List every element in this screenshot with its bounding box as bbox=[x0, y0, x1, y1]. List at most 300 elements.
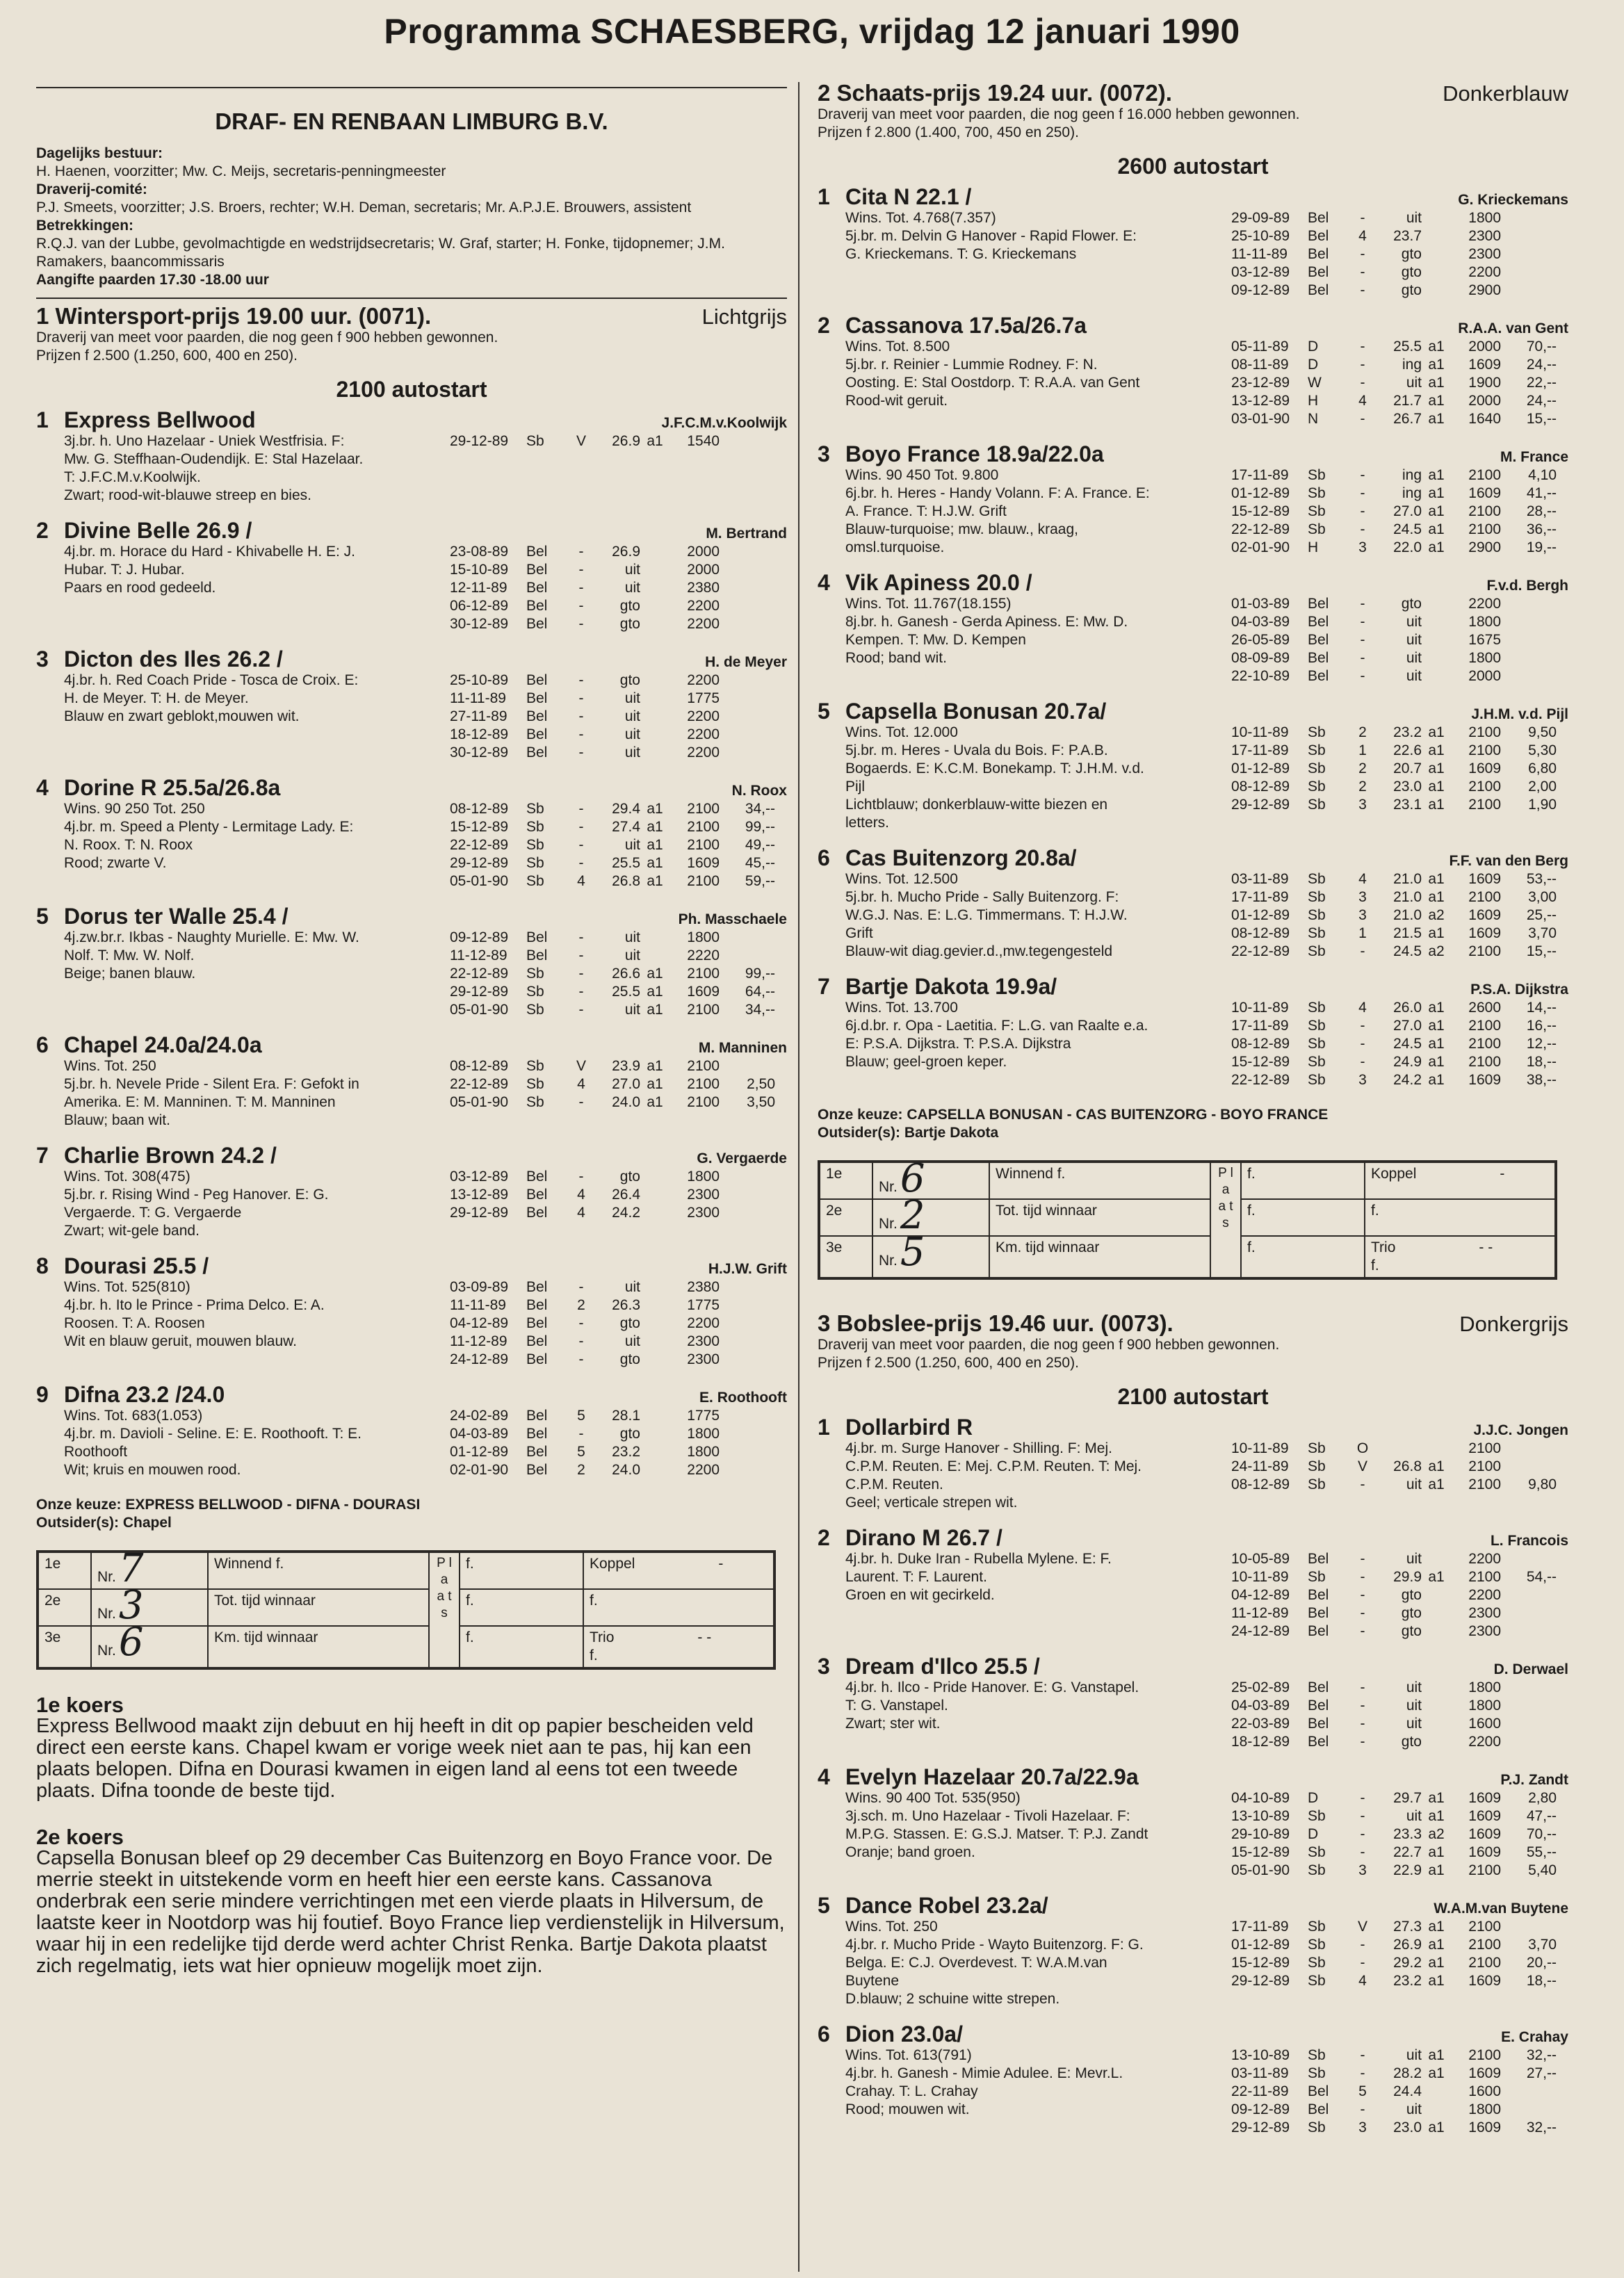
result-row bbox=[450, 1075, 787, 1093]
horse-entry bbox=[818, 2021, 1568, 2137]
result-row bbox=[1231, 1789, 1568, 1807]
horse-info-line: Wins. Tot. 4.768(7.357) bbox=[845, 210, 996, 226]
result-cell: a1 bbox=[1428, 2065, 1445, 2081]
result-cell: V bbox=[576, 433, 586, 449]
result-cell: 30-12-89 bbox=[450, 616, 509, 632]
result-cell: 1609 bbox=[1468, 1790, 1501, 1806]
result-row bbox=[1231, 282, 1568, 300]
result-cell: 4 bbox=[1358, 871, 1367, 887]
horse-body bbox=[64, 432, 787, 505]
association-line-text: H. Haenen, voorzitter; Mw. C. Meijs, secretaris-penningmeester bbox=[36, 163, 446, 179]
result-cell: 24-12-89 bbox=[450, 1351, 509, 1367]
result-form-row bbox=[820, 1236, 1555, 1278]
result-cell: 27.4 bbox=[612, 819, 640, 835]
result-cell: - bbox=[1360, 1679, 1365, 1695]
result-form-plaats: P l a a t s bbox=[1210, 1162, 1241, 1278]
result-cell: 2100 bbox=[1468, 521, 1501, 537]
result-cell: D bbox=[1308, 357, 1319, 373]
horse-info-line: 4j.br. m. Horace du Hard - Khivabelle H. E: J. bbox=[64, 544, 356, 560]
result-cell: 20,-- bbox=[1526, 1955, 1557, 1971]
result-cell: 2100 bbox=[1468, 779, 1501, 795]
result-row bbox=[1231, 943, 1568, 961]
horse-name: Dorine R 25.5a/26.8a bbox=[64, 775, 281, 800]
result-form-koppel[interactable] bbox=[583, 1589, 774, 1626]
result-cell: uit bbox=[1406, 1679, 1422, 1695]
result-cell: - bbox=[578, 1002, 584, 1018]
result-cell: a1 bbox=[1428, 1036, 1445, 1052]
result-cell: - bbox=[1360, 1476, 1365, 1492]
result-cell: Bel bbox=[1308, 632, 1329, 648]
association-name: DRAF- EN RENBAAN LIMBURG B.V. bbox=[215, 108, 608, 134]
association-line bbox=[36, 145, 787, 181]
result-cell: 1609 bbox=[1468, 357, 1501, 373]
horse-info-line: Oosting. E: Stal Oostdorp. T: R.A.A. van Gent bbox=[845, 375, 1140, 391]
result-cell: 2100 bbox=[1468, 742, 1501, 758]
horse-info-line: A. France. T: H.J.W. Grift bbox=[845, 503, 1007, 519]
result-row bbox=[1231, 1440, 1568, 1458]
result-cell: uit bbox=[1406, 210, 1422, 226]
result-cell: 01-12-89 bbox=[450, 1444, 509, 1460]
horse-trainer: G. Vergaerde bbox=[697, 1150, 787, 1166]
result-cell bbox=[640, 1278, 669, 1296]
result-cell: Sb bbox=[1308, 1440, 1326, 1456]
result-cell: 2100 bbox=[1468, 1955, 1501, 1971]
result-cell: 08-12-89 bbox=[1231, 925, 1290, 941]
horse-info-line: Wit en blauw geruit, mouwen blauw. bbox=[64, 1333, 298, 1349]
result-form-koppel-label: Koppel bbox=[590, 1556, 635, 1572]
result-cell bbox=[1422, 1697, 1451, 1715]
result-cell: 3,70 bbox=[1528, 1937, 1557, 1953]
result-cell: 47,-- bbox=[1526, 1808, 1557, 1824]
result-cell: uit bbox=[1406, 2047, 1422, 2063]
horse-info-line: 6j.d.br. r. Opa - Laetitia. F: L.G. van Raalte e.a. bbox=[845, 1018, 1148, 1034]
result-row bbox=[1231, 1604, 1568, 1622]
result-cell: 1775 bbox=[687, 1297, 720, 1313]
result-cell bbox=[1422, 595, 1451, 613]
result-row bbox=[1231, 1697, 1568, 1715]
result-form-f[interactable]: f. bbox=[460, 1552, 583, 1589]
result-cell: gto bbox=[619, 616, 640, 632]
result-form-nr[interactable] bbox=[872, 1156, 989, 1201]
result-cell: 1800 bbox=[1468, 1698, 1501, 1714]
result-cell bbox=[1422, 649, 1451, 667]
result-cell: a1 bbox=[1428, 1054, 1445, 1070]
horse-header bbox=[36, 1032, 787, 1057]
result-cell bbox=[720, 1425, 775, 1443]
result-cell: uit bbox=[624, 1333, 640, 1349]
result-cell: uit bbox=[1406, 1551, 1422, 1567]
result-cell: a1 bbox=[1428, 925, 1445, 941]
horse-header bbox=[818, 1893, 1568, 1918]
result-cell: a1 bbox=[1428, 503, 1445, 519]
horse-info-line: 3j.sch. m. Uno Hazelaar - Tivoli Hazelaar. F: bbox=[845, 1808, 1130, 1824]
result-cell: 11-12-89 bbox=[450, 947, 508, 963]
result-row bbox=[1231, 392, 1568, 410]
result-cell: - bbox=[1360, 210, 1365, 226]
result-cell: gto bbox=[1401, 1623, 1422, 1639]
result-cell: - bbox=[578, 745, 584, 760]
result-cell: 22-12-89 bbox=[1231, 943, 1290, 959]
comment-text: Capsella Bonusan bleef op 29 december Cas Buitenzorg en Boyo France voor. De merrie steekt in uitstekende vorm en heeft hier een eerste kans. Cassanova onderbrak een serie mindere verrichtingen met een vierde plaats in Hilversum, de laatste keer in Nootdorp was hij foutief. Boyo France liep verdienstelijk in Hilversum, waar hij in een redelijke tijd derde werd achter Christ Renka. Bartje Dakota plaatst zich regelmatig, iets wat hier opnieuw mogelijk moet zijn. bbox=[36, 1847, 785, 1977]
result-cell: 03-01-90 bbox=[1231, 411, 1290, 427]
race-color: Donkerblauw bbox=[1443, 81, 1568, 106]
result-cell: Bel bbox=[526, 690, 548, 706]
result-cell: 2900 bbox=[1468, 282, 1501, 298]
result-form-nr[interactable] bbox=[872, 1193, 989, 1238]
horse-info-line: 3j.br. h. Uno Hazelaar - Uniek Westfrisia. F: bbox=[64, 433, 345, 449]
result-cell: 24-12-89 bbox=[1231, 1623, 1290, 1639]
result-form-f[interactable]: f. bbox=[1241, 1236, 1365, 1278]
horse-header bbox=[818, 1764, 1568, 1789]
horse-info bbox=[845, 466, 1231, 557]
comments bbox=[36, 1693, 787, 1977]
result-row bbox=[450, 1333, 787, 1351]
result-form-row bbox=[820, 1199, 1555, 1236]
result-cell: uit bbox=[1406, 1698, 1422, 1714]
horse-info-line: Roosen. T: A. Roosen bbox=[64, 1315, 205, 1331]
result-cell bbox=[1422, 1715, 1451, 1733]
horse-header bbox=[818, 974, 1568, 999]
result-form-f[interactable]: f. bbox=[1241, 1162, 1365, 1199]
result-cell: 2200 bbox=[1468, 1551, 1501, 1567]
result-form-last-f: f. bbox=[1371, 1258, 1379, 1274]
result-cell bbox=[720, 1443, 775, 1461]
horse-info-line: Wins. 90 250 Tot. 250 bbox=[64, 801, 205, 817]
result-cell: 1609 bbox=[687, 984, 720, 1000]
result-cell: 2000 bbox=[1468, 339, 1501, 355]
result-row bbox=[1231, 539, 1568, 557]
result-cell bbox=[1422, 1622, 1451, 1641]
result-cell: 23.2 bbox=[1393, 1973, 1422, 1989]
result-cell: 1609 bbox=[1468, 1072, 1501, 1088]
result-row bbox=[1231, 1972, 1568, 1990]
result-cell: 13-12-89 bbox=[1231, 393, 1290, 409]
result-row bbox=[1231, 374, 1568, 392]
horse-number: 1 bbox=[818, 184, 830, 209]
result-cell: - bbox=[578, 580, 584, 596]
result-cell: gto bbox=[1401, 1734, 1422, 1750]
horse-info-line: Kempen. T: Mw. D. Kempen bbox=[845, 632, 1026, 648]
result-cell: uit bbox=[1406, 1716, 1422, 1732]
horse-trainer: M. Manninen bbox=[698, 1040, 787, 1056]
result-row bbox=[1231, 2119, 1568, 2137]
result-cell: a1 bbox=[1428, 2047, 1445, 2063]
result-cell bbox=[640, 1168, 669, 1186]
horse-info bbox=[845, 870, 1231, 961]
result-cell: 10-05-89 bbox=[1231, 1551, 1290, 1567]
horse-name: Chapel 24.0a/24.0a bbox=[64, 1032, 262, 1057]
horse-info-line: 5j.br. m. Delvin G Hanover - Rapid Flower. E: bbox=[845, 228, 1137, 244]
horse-results bbox=[1231, 338, 1568, 428]
result-cell: a1 bbox=[647, 1058, 663, 1074]
result-form-koppel[interactable] bbox=[583, 1626, 774, 1668]
horse-header bbox=[818, 313, 1568, 338]
result-row bbox=[1231, 1622, 1568, 1641]
horse-name: Evelyn Hazelaar 20.7a/22.9a bbox=[845, 1764, 1139, 1789]
result-cell: 2100 bbox=[1468, 889, 1501, 905]
result-form-plaats: P l a a t s bbox=[429, 1552, 460, 1668]
horse-info bbox=[64, 543, 450, 633]
result-row bbox=[1231, 263, 1568, 282]
result-cell: 2100 bbox=[1468, 503, 1501, 519]
handwritten-number: 6 bbox=[900, 1156, 925, 1201]
result-cell: 5 bbox=[577, 1408, 585, 1424]
result-cell bbox=[720, 726, 775, 744]
result-cell: Bel bbox=[526, 562, 548, 578]
result-cell bbox=[1422, 2083, 1451, 2101]
result-cell: 26.7 bbox=[1393, 411, 1422, 427]
race-prizes: Prijzen f 2.500 (1.250, 600, 400 en 250). bbox=[36, 348, 298, 364]
result-cell: Sb bbox=[1308, 2065, 1326, 2081]
result-cell: 15-12-89 bbox=[1231, 1955, 1290, 1971]
result-row bbox=[1231, 1715, 1568, 1733]
result-form-nr[interactable] bbox=[91, 1546, 208, 1591]
horse-body bbox=[845, 724, 1568, 832]
result-cell: - bbox=[1360, 1605, 1365, 1621]
result-cell: 22-12-89 bbox=[450, 966, 509, 982]
result-cell: 2300 bbox=[1468, 246, 1501, 262]
result-cell: 15-12-89 bbox=[1231, 1844, 1290, 1860]
horse-info-line: E: P.S.A. Dijkstra. T: P.S.A. Dijkstra bbox=[845, 1036, 1071, 1052]
horse-info bbox=[64, 1057, 450, 1130]
horse-trainer: E. Roothooft bbox=[699, 1390, 787, 1406]
result-cell: 25-10-89 bbox=[1231, 228, 1290, 244]
horse-info-line: Wins. Tot. 308(475) bbox=[64, 1169, 190, 1185]
result-form-nr[interactable] bbox=[91, 1620, 208, 1668]
result-row bbox=[1231, 227, 1568, 245]
result-cell: 03-12-89 bbox=[1231, 264, 1290, 280]
result-cell: 17-11-89 bbox=[1231, 742, 1289, 758]
horse-info bbox=[845, 1679, 1231, 1751]
result-cell: 2000 bbox=[1468, 668, 1501, 684]
result-cell bbox=[1422, 1586, 1451, 1604]
result-cell: 21.0 bbox=[1393, 889, 1422, 905]
horse-name: Bartje Dakota 19.9a/ bbox=[845, 974, 1057, 999]
result-form-f[interactable]: f. bbox=[460, 1589, 583, 1626]
comment-title: 1e koers bbox=[36, 1693, 124, 1717]
result-cell bbox=[720, 561, 775, 579]
result-cell: 10-11-89 bbox=[1231, 1569, 1289, 1585]
result-form-koppel[interactable] bbox=[1365, 1162, 1555, 1199]
result-form-koppel[interactable] bbox=[583, 1552, 774, 1589]
horse-info-line: Roothooft bbox=[64, 1444, 128, 1460]
result-cell: 32,-- bbox=[1526, 2047, 1557, 2063]
result-form-koppel[interactable] bbox=[1365, 1236, 1555, 1278]
result-row bbox=[450, 929, 787, 947]
result-cell: 27,-- bbox=[1526, 2065, 1557, 2081]
result-cell: - bbox=[1360, 1716, 1365, 1732]
race-header bbox=[36, 303, 787, 329]
horse-name: Dance Robel 23.2a/ bbox=[845, 1893, 1048, 1918]
horse-trainer: H. de Meyer bbox=[705, 654, 787, 670]
result-cell: 2100 bbox=[687, 837, 720, 853]
horse-results bbox=[1231, 1918, 1568, 2008]
race-title: 2 Schaats-prijs 19.24 uur. (0072). bbox=[818, 80, 1172, 106]
result-form-f[interactable]: f. bbox=[1241, 1199, 1365, 1236]
result-row bbox=[1231, 1918, 1568, 1936]
horse-trainer: L. Francois bbox=[1490, 1533, 1568, 1549]
horse-trainer: G. Krieckemans bbox=[1458, 192, 1568, 208]
result-cell: 4,10 bbox=[1528, 467, 1557, 483]
result-cell: 11-12-89 bbox=[1231, 1605, 1289, 1621]
result-form-place: 3e bbox=[820, 1236, 872, 1278]
result-row bbox=[1231, 925, 1568, 943]
result-row bbox=[450, 1443, 787, 1461]
horse-info-line: G. Krieckemans. T: G. Krieckemans bbox=[845, 246, 1077, 262]
result-cell: Sb bbox=[1308, 2120, 1326, 2135]
result-cell: Bel bbox=[526, 947, 548, 963]
result-form-nr[interactable] bbox=[91, 1583, 208, 1628]
result-cell: - bbox=[1360, 1018, 1365, 1034]
page-title: Programma SCHAESBERG, vrijdag 12 januari 1990 bbox=[384, 12, 1240, 51]
result-cell: - bbox=[578, 984, 584, 1000]
column-divider bbox=[798, 82, 799, 2272]
horse-info-line: Zwart; ster wit. bbox=[845, 1716, 941, 1732]
result-cell: uit bbox=[624, 580, 640, 596]
result-cell bbox=[640, 1296, 669, 1315]
result-cell bbox=[720, 1461, 775, 1479]
horse-info-line: 4j.br. h. Ilco - Pride Hanover. E: G. Vanstapel. bbox=[845, 1679, 1139, 1695]
result-cell: D bbox=[1308, 1826, 1319, 1842]
result-cell: 3 bbox=[1358, 1072, 1367, 1088]
result-row bbox=[450, 1461, 787, 1479]
result-cell: Sb bbox=[526, 1076, 544, 1092]
result-cell bbox=[640, 708, 669, 726]
result-cell: 2380 bbox=[687, 580, 720, 596]
horse-trainer: J.F.C.M.v.Koolwijk bbox=[661, 415, 787, 431]
race-3 bbox=[818, 1310, 1568, 2137]
result-cell: a1 bbox=[1428, 1844, 1445, 1860]
result-cell: 2380 bbox=[687, 1279, 720, 1295]
horse-number: 3 bbox=[36, 646, 49, 672]
horse-number: 2 bbox=[818, 1525, 830, 1550]
horse-info-line: 4j.br. h. Red Coach Pride - Tosca de Croix. E: bbox=[64, 672, 359, 688]
result-form-place: 2e bbox=[820, 1199, 872, 1236]
result-cell: - bbox=[578, 929, 584, 945]
horse-header bbox=[818, 1525, 1568, 1550]
result-cell: a1 bbox=[647, 966, 663, 982]
result-cell: Bel bbox=[526, 1462, 548, 1478]
result-cell: Bel bbox=[1308, 1551, 1329, 1567]
horse-body bbox=[845, 595, 1568, 685]
result-row bbox=[1231, 485, 1568, 503]
result-cell: 29.2 bbox=[1393, 1955, 1422, 1971]
result-form-nr-label: Nr. bbox=[879, 1216, 898, 1232]
result-row bbox=[1231, 1476, 1568, 1494]
result-cell: - bbox=[1360, 503, 1365, 519]
result-cell: 24.2 bbox=[612, 1205, 640, 1221]
result-cell bbox=[640, 744, 669, 762]
result-row bbox=[450, 1278, 787, 1296]
result-cell: 2200 bbox=[1468, 1734, 1501, 1750]
result-cell: 1775 bbox=[687, 690, 720, 706]
result-row bbox=[1231, 888, 1568, 906]
horse-body bbox=[845, 2047, 1568, 2137]
horse-entry bbox=[818, 845, 1568, 961]
result-cell: uit bbox=[1406, 614, 1422, 630]
result-cell: 08-11-89 bbox=[1231, 357, 1289, 373]
horse-info-line: Wins. Tot. 525(810) bbox=[64, 1279, 190, 1295]
horse-body bbox=[845, 1440, 1568, 1512]
result-cell: 23.1 bbox=[1393, 797, 1422, 813]
result-form-koppel-label: f. bbox=[1371, 1203, 1379, 1219]
result-cell: a1 bbox=[647, 433, 663, 449]
result-form-koppel[interactable] bbox=[1365, 1199, 1555, 1236]
horse-name: Dourasi 25.5 / bbox=[64, 1253, 209, 1278]
horse-trainer: P.J. Zandt bbox=[1500, 1772, 1568, 1788]
result-cell bbox=[1422, 2101, 1451, 2119]
result-row bbox=[1231, 870, 1568, 888]
result-row bbox=[1231, 1844, 1568, 1862]
result-cell: gto bbox=[619, 598, 640, 614]
result-cell: 3 bbox=[1358, 889, 1367, 905]
horse-info-line: Wins. Tot. 12.000 bbox=[845, 724, 958, 740]
result-cell: Sb bbox=[526, 801, 544, 817]
horse-info-line: 4j.br. h. Duke Iran - Rubella Mylene. E: F. bbox=[845, 1551, 1112, 1567]
horse-info bbox=[64, 1168, 450, 1240]
result-cell: 23.0 bbox=[1393, 779, 1422, 795]
horse-header bbox=[36, 1382, 787, 1407]
result-form-koppel-label: Trio bbox=[590, 1629, 615, 1645]
result-cell bbox=[720, 672, 775, 690]
result-cell: 2300 bbox=[1468, 1605, 1501, 1621]
result-row bbox=[1231, 1936, 1568, 1954]
result-cell: 02-01-90 bbox=[1231, 539, 1290, 555]
horse-name: Charlie Brown 24.2 / bbox=[64, 1143, 277, 1168]
result-cell: 1609 bbox=[1468, 1826, 1501, 1842]
result-cell: - bbox=[578, 801, 584, 817]
horse-entry bbox=[818, 184, 1568, 300]
result-cell: 23-08-89 bbox=[450, 544, 509, 560]
result-cell: Sb bbox=[1308, 1844, 1326, 1860]
result-cell: - bbox=[1360, 264, 1365, 280]
result-form-row bbox=[38, 1589, 774, 1626]
result-cell: 24.9 bbox=[1393, 1054, 1422, 1070]
horse-entry bbox=[818, 570, 1568, 685]
result-cell: 70,-- bbox=[1526, 339, 1557, 355]
horse-name: Dicton des Iles 26.2 / bbox=[64, 646, 283, 672]
horse-trainer: H.J.W. Grift bbox=[708, 1261, 787, 1277]
result-cell: 3,00 bbox=[1528, 889, 1557, 905]
horse-trainer: R.A.A. van Gent bbox=[1458, 320, 1568, 336]
result-row bbox=[450, 1425, 787, 1443]
result-cell: uit bbox=[624, 708, 640, 724]
result-cell bbox=[720, 690, 775, 708]
result-cell: Bel bbox=[526, 672, 548, 688]
horse-results bbox=[1231, 1550, 1568, 1641]
result-row bbox=[1231, 796, 1568, 814]
horse-name: Cassanova 17.5a/26.7a bbox=[845, 313, 1087, 338]
result-cell: a1 bbox=[1428, 760, 1445, 776]
our-choice: Onze keuze: CAPSELLA BONUSAN - CAS BUITENZORG - BOYO FRANCE bbox=[818, 1107, 1329, 1123]
horse-info-line: Hubar. T: J. Hubar. bbox=[64, 562, 185, 578]
result-row bbox=[450, 872, 787, 890]
result-cell: uit bbox=[1406, 375, 1422, 391]
result-form-f[interactable]: f. bbox=[460, 1626, 583, 1668]
result-row bbox=[1231, 2047, 1568, 2065]
result-cell: 22-12-89 bbox=[450, 837, 509, 853]
result-row bbox=[1231, 356, 1568, 374]
race-color: Lichtgrijs bbox=[701, 304, 787, 329]
result-form-nr[interactable] bbox=[872, 1230, 989, 1278]
horse-entry bbox=[818, 1764, 1568, 1880]
result-cell: 24,-- bbox=[1526, 357, 1557, 373]
horse-header bbox=[818, 441, 1568, 466]
result-cell: 22.7 bbox=[1393, 1844, 1422, 1860]
result-row bbox=[450, 1315, 787, 1333]
result-cell: 1600 bbox=[1468, 1716, 1501, 1732]
result-cell: a1 bbox=[1428, 1458, 1445, 1474]
